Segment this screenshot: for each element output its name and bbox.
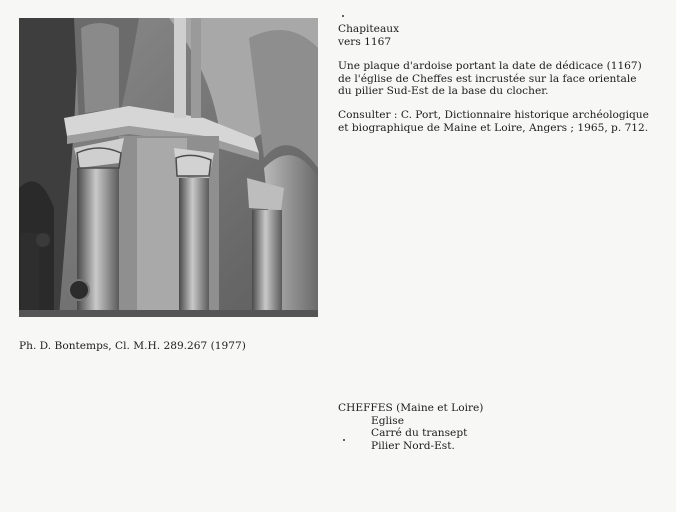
description-line: de l'église de Cheffes est incrustée sur la face orientale <box>338 72 637 85</box>
reference-block <box>338 109 649 134</box>
location-line: Pilier Nord-Est. <box>371 439 455 452</box>
description-line: Une plaque d'ardoise portant la date de dédicace (1167) <box>338 60 642 72</box>
header-block <box>338 23 399 48</box>
reference-line: et biographique de Maine et Loire, Angers ; 1965, p. 712. <box>338 121 649 134</box>
mark-dot <box>343 439 345 441</box>
mark-dot <box>342 15 344 17</box>
location-block <box>338 402 483 452</box>
location-line: Eglise <box>371 414 404 427</box>
description-block <box>338 60 642 98</box>
photo-capitals <box>19 18 318 317</box>
church-interior-image <box>19 18 318 317</box>
location-place: CHEFFES (Maine et Loire) <box>338 402 484 414</box>
location-line: Carré du transept <box>371 427 468 440</box>
photo-credit: Ph. D. Bontemps, Cl. M.H. 289.267 (1977) <box>19 340 246 352</box>
reference-line: Consulter : C. Port, Dictionnaire historique archéologique <box>338 109 649 121</box>
header-title: Chapiteaux <box>338 23 400 35</box>
header-date: vers 1167 <box>338 35 392 48</box>
description-line: du pilier Sud-Est de la base du clocher. <box>338 85 549 98</box>
